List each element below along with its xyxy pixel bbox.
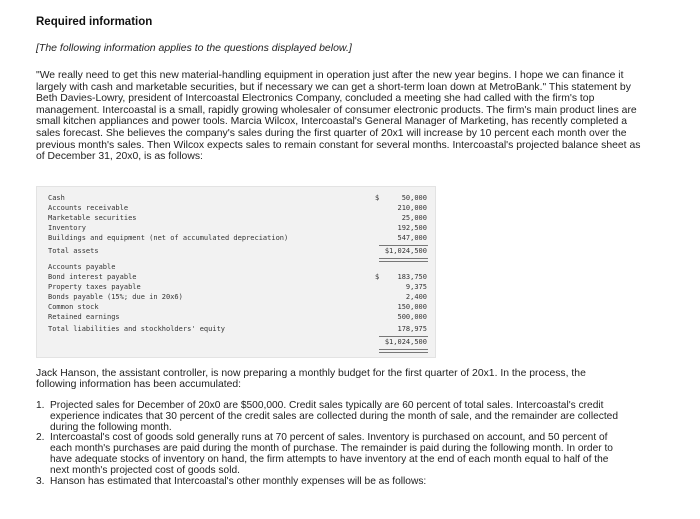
bs-rule — [379, 245, 428, 246]
bs-amount: 183,750 — [397, 273, 427, 281]
list-item — [36, 477, 626, 488]
list-item — [36, 401, 626, 433]
section-title: Required information — [36, 16, 153, 28]
balance-sheet-table — [36, 186, 436, 358]
applies-note: [The following information applies to the questions displayed below.] — [36, 42, 352, 54]
bs-double-rule — [379, 349, 428, 353]
bs-row-property-taxes — [37, 283, 435, 293]
bs-label: Marketable securities — [48, 214, 137, 222]
bs-label: Total liabilities and stockholders' equity — [48, 325, 226, 333]
bs-row-common-stock — [37, 303, 435, 313]
list-number: 2. — [36, 432, 45, 444]
bs-amount: 192,500 — [397, 224, 427, 232]
info-list — [36, 401, 626, 487]
bs-label: Cash — [48, 194, 65, 202]
bs-amount: $1,024,500 — [384, 338, 427, 346]
bs-row-inventory — [37, 224, 435, 234]
bs-row-bond-interest — [37, 273, 435, 283]
bs-label: Buildings and equipment (net of accumulated depreciation) — [48, 234, 289, 242]
bs-amount: $1,024,500 — [384, 247, 427, 255]
bs-amount: 210,000 — [397, 204, 427, 212]
bs-label: Accounts payable — [48, 263, 116, 271]
list-number: 3. — [36, 475, 45, 487]
bs-label: Inventory — [48, 224, 86, 232]
list-text: Projected sales for December of 20x0 are $500,000. Credit sales typically are 60 percent of total sales. Intercoastal's credit experience indicates that 30 percent of the credit sales are collected during the month of sale, and the remainder are collected during the following month. — [50, 400, 619, 433]
list-text: Hanson has estimated that Intercoastal's other monthly expenses will be as follows: — [50, 475, 427, 487]
bs-amount: 50,000 — [401, 194, 427, 202]
bs-label: Total assets — [48, 247, 99, 255]
bs-amount: 9,375 — [405, 283, 427, 291]
bs-row-bonds-payable — [37, 293, 435, 303]
bs-amount: 150,000 — [397, 303, 427, 311]
bs-label: Retained earnings — [48, 313, 120, 321]
bs-row-accounts-receivable — [37, 204, 435, 214]
bs-amount: 178,975 — [397, 325, 427, 333]
bs-row-cash — [37, 194, 435, 204]
second-paragraph: Jack Hanson, the assistant controller, is now preparing a monthly budget for the first quarter of 20x1. In the process, the following information has been accumulated: — [36, 368, 586, 391]
bs-label: Accounts receivable — [48, 204, 129, 212]
bs-row-accounts-payable — [37, 263, 435, 273]
bs-amount: 2,400 — [405, 293, 427, 301]
list-item — [36, 433, 626, 476]
bs-currency: $ — [375, 273, 380, 281]
bs-label: Bonds payable (15%; due in 20x6) — [48, 293, 183, 301]
bs-label: Property taxes payable — [48, 283, 141, 291]
bs-row-total-liabilities — [37, 325, 435, 335]
bs-currency: $ — [375, 194, 380, 202]
bs-rule — [379, 336, 428, 337]
bs-label: Common stock — [48, 303, 99, 311]
intro-paragraph: "We really need to get this new material-handling equipment in operation just after the new year begins. I hope we can finance it largely with cash and marketable securities, but if necessary we can get a short-term loan down at MetroBank." This statement by Beth Davies-Lowry, president of Intercoastal Electronics Company, concluded a meeting she had called with the firm's top management. Intercoastal is a small, rapidly growing wholesaler of consumer electronic products. The firm's main product lines are small kitchen appliances and power tools. Marcia Wilcox, Intercoastal's General Manager of Marketing, has recently completed a sales forecast. She believes the company's sales during the first quarter of 20x1 will increase by 10 percent each month over the previous month's sales. Then Wilcox expects sales to remain constant for several months. Intercoastal's projected balance sheet as of December 31, 20x0, is as follows: — [36, 70, 641, 163]
bs-amount: 25,000 — [401, 214, 427, 222]
bs-label: Bond interest payable — [48, 273, 137, 281]
bs-amount: 547,000 — [397, 234, 427, 242]
bs-row-marketable-securities — [37, 214, 435, 224]
bs-row-buildings-equipment — [37, 234, 435, 244]
bs-double-rule — [379, 258, 428, 262]
bs-row-grand-total — [37, 338, 435, 348]
bs-row-retained-earnings — [37, 313, 435, 323]
list-text: Intercoastal's cost of goods sold generally runs at 70 percent of sales. Inventory is purchased on account, and 50 percent of each month's purchases are paid during the month of purchase. The remainder is paid during the following month. In order to have adequate stocks of inventory on hand, the firm attempts to have inventory at the end of each month equal to half of the next month's projected cost of goods sold. — [50, 432, 613, 476]
list-number: 1. — [36, 400, 45, 411]
bs-row-total-assets — [37, 247, 435, 257]
bs-amount: 500,000 — [397, 313, 427, 321]
